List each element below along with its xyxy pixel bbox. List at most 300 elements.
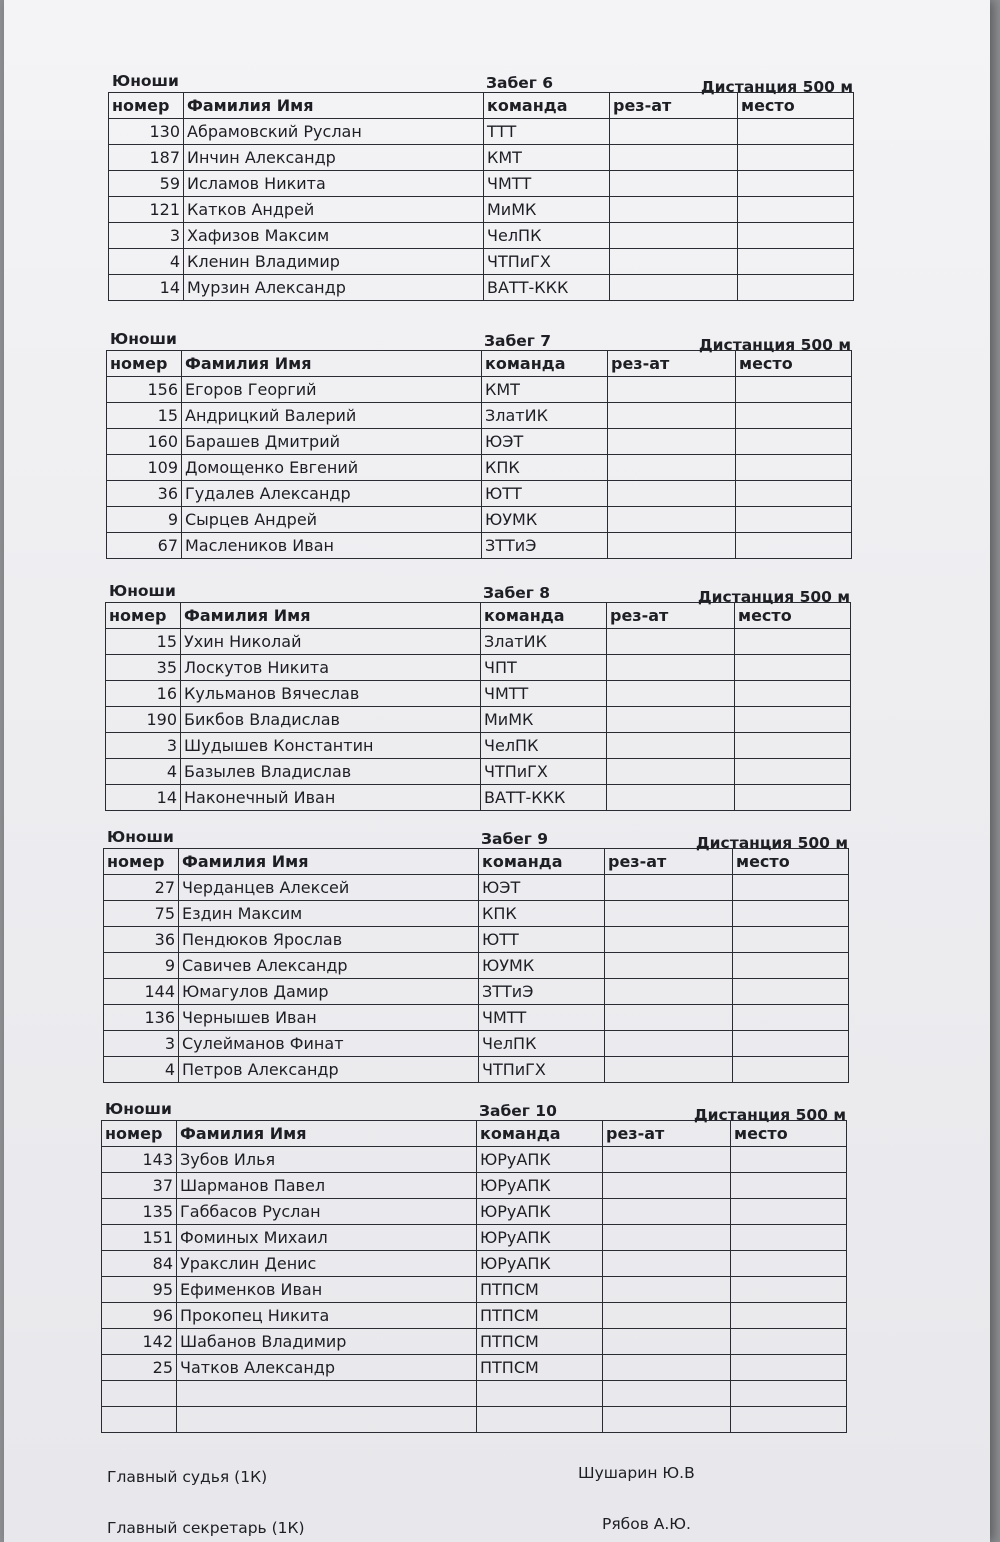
place-cell	[735, 785, 851, 811]
heat-title: Забег 8	[483, 584, 551, 602]
header-team: команда	[481, 603, 607, 629]
result-cell	[605, 875, 733, 901]
place-cell	[735, 707, 851, 733]
athlete-number: 3	[104, 1031, 179, 1057]
athlete-name: Юмагулов Дамир	[179, 979, 479, 1005]
athlete-number: 36	[104, 927, 179, 953]
athlete-team: ЮРуАПК	[477, 1147, 603, 1173]
table-row	[104, 953, 849, 979]
athlete-number: 9	[107, 507, 182, 533]
athlete-name: Шабанов Владимир	[177, 1329, 477, 1355]
header-name: Фамилия Имя	[184, 93, 484, 119]
table-row	[107, 455, 852, 481]
result-cell	[607, 629, 735, 655]
athlete-team: ПТПСМ	[477, 1277, 603, 1303]
heat-header	[108, 72, 853, 96]
athlete-number: 187	[109, 145, 184, 171]
result-cell	[610, 223, 738, 249]
table-row	[106, 655, 851, 681]
category-label: Юноши	[110, 330, 177, 348]
header-result: рез-ат	[607, 603, 735, 629]
place-cell	[736, 403, 852, 429]
place-cell	[733, 1031, 849, 1057]
place-cell	[731, 1303, 847, 1329]
header-number: номер	[109, 93, 184, 119]
category-label: Юноши	[105, 1100, 172, 1118]
athlete-team: ЧТПиГХ	[484, 249, 610, 275]
place-cell	[731, 1251, 847, 1277]
table-row	[109, 145, 854, 171]
chief-secretary-name: Рябов А.Ю.	[602, 1515, 691, 1533]
result-cell	[607, 681, 735, 707]
athlete-name: Зубов Илья	[177, 1147, 477, 1173]
athlete-number: 75	[104, 901, 179, 927]
athlete-name: Габбасов Руслан	[177, 1199, 477, 1225]
table-row	[104, 1005, 849, 1031]
table-row	[107, 533, 852, 559]
result-cell	[608, 481, 736, 507]
table-header-row	[102, 1121, 847, 1147]
athlete-number: 36	[107, 481, 182, 507]
athlete-team: ЗлатИК	[482, 403, 608, 429]
athlete-number: 9	[104, 953, 179, 979]
result-cell	[607, 785, 735, 811]
athlete-number: 25	[102, 1355, 177, 1381]
athlete-number: 4	[104, 1057, 179, 1083]
athlete-number: 130	[109, 119, 184, 145]
place-cell	[736, 533, 852, 559]
athlete-name: Домощенко Евгений	[182, 455, 482, 481]
athlete-team: ЧМТТ	[484, 171, 610, 197]
result-cell	[603, 1251, 731, 1277]
heat-block	[108, 72, 853, 301]
athlete-team: ПТПСМ	[477, 1355, 603, 1381]
athlete-team: ЮЭТ	[479, 875, 605, 901]
heat-block	[106, 330, 851, 559]
result-cell	[607, 655, 735, 681]
table-row	[102, 1329, 847, 1355]
result-cell	[610, 119, 738, 145]
place-cell	[731, 1199, 847, 1225]
athlete-name: Инчин Александр	[184, 145, 484, 171]
athlete-name: Пендюков Ярослав	[179, 927, 479, 953]
athlete-team: ЮРуАПК	[477, 1173, 603, 1199]
athlete-team: ЮУМК	[482, 507, 608, 533]
athlete-team: ЧТПиГХ	[479, 1057, 605, 1083]
header-number: номер	[102, 1121, 177, 1147]
result-cell	[603, 1173, 731, 1199]
table-row	[107, 507, 852, 533]
heat-title: Забег 9	[481, 830, 549, 848]
place-cell	[736, 455, 852, 481]
athlete-name: Ефименков Иван	[177, 1277, 477, 1303]
result-cell	[605, 979, 733, 1005]
athlete-name: Чернышев Иван	[179, 1005, 479, 1031]
athlete-number: 96	[102, 1303, 177, 1329]
place-cell	[735, 681, 851, 707]
header-team: команда	[479, 849, 605, 875]
athlete-team: ЧПТ	[481, 655, 607, 681]
place-cell	[738, 145, 854, 171]
athlete-team: ЮРуАПК	[477, 1199, 603, 1225]
chief-judge-name: Шушарин Ю.В	[578, 1464, 695, 1482]
athlete-number: 95	[102, 1277, 177, 1303]
header-result: рез-ат	[603, 1121, 731, 1147]
result-cell	[605, 901, 733, 927]
athlete-number: 142	[102, 1329, 177, 1355]
place-cell	[735, 629, 851, 655]
heat-block	[103, 828, 848, 1083]
heat-table	[105, 602, 851, 811]
athlete-name: Кленин Владимир	[184, 249, 484, 275]
table-header-row	[106, 603, 851, 629]
athlete-name: Савичев Александр	[179, 953, 479, 979]
place-cell	[733, 979, 849, 1005]
distance-label: Дистанция 500 м	[698, 336, 851, 354]
athlete-name: Черданцев Алексей	[179, 875, 479, 901]
place-cell	[733, 927, 849, 953]
table-row	[102, 1407, 847, 1433]
athlete-team: КМТ	[482, 377, 608, 403]
athlete-name: Лоскутов Никита	[181, 655, 481, 681]
athlete-team: ВАТТ-ККК	[481, 785, 607, 811]
athlete-number: 160	[107, 429, 182, 455]
athlete-number: 15	[107, 403, 182, 429]
table-row	[102, 1251, 847, 1277]
athlete-number: 67	[107, 533, 182, 559]
header-name: Фамилия Имя	[177, 1121, 477, 1147]
heat-table	[108, 92, 854, 301]
table-row	[106, 733, 851, 759]
athlete-number: 3	[109, 223, 184, 249]
athlete-number	[102, 1381, 177, 1407]
athlete-name: Кульманов Вячеслав	[181, 681, 481, 707]
result-cell	[610, 145, 738, 171]
heat-header	[106, 330, 851, 354]
table-row	[109, 223, 854, 249]
category-label: Юноши	[107, 828, 174, 846]
athlete-team: ЮУМК	[479, 953, 605, 979]
table-row	[107, 481, 852, 507]
table-row	[102, 1199, 847, 1225]
table-row	[102, 1225, 847, 1251]
athlete-name: Петров Александр	[179, 1057, 479, 1083]
place-cell	[733, 1005, 849, 1031]
result-cell	[608, 429, 736, 455]
place-cell	[733, 953, 849, 979]
table-row	[106, 759, 851, 785]
chief-judge-label: Главный судья (1К)	[107, 1468, 268, 1486]
athlete-number	[102, 1407, 177, 1433]
heat-header	[101, 1100, 846, 1124]
athlete-team: ЗТТиЭ	[479, 979, 605, 1005]
result-cell	[608, 377, 736, 403]
table-row	[107, 429, 852, 455]
heat-header	[103, 828, 848, 852]
athlete-team: ЮЭТ	[482, 429, 608, 455]
place-cell	[731, 1329, 847, 1355]
table-row	[106, 629, 851, 655]
athlete-team: МиМК	[484, 197, 610, 223]
athlete-name	[177, 1381, 477, 1407]
table-row	[102, 1381, 847, 1407]
table-row	[104, 1031, 849, 1057]
athlete-name: Катков Андрей	[184, 197, 484, 223]
table-row	[104, 901, 849, 927]
result-cell	[607, 733, 735, 759]
distance-label: Дистанция 500 м	[697, 588, 850, 606]
athlete-number: 4	[106, 759, 181, 785]
athlete-name: Андрицкий Валерий	[182, 403, 482, 429]
athlete-team: ПТПСМ	[477, 1303, 603, 1329]
header-team: команда	[482, 351, 608, 377]
athlete-number: 136	[104, 1005, 179, 1031]
table-row	[109, 197, 854, 223]
result-cell	[608, 455, 736, 481]
table-row	[106, 681, 851, 707]
heat-table	[106, 350, 852, 559]
athlete-team: КПК	[479, 901, 605, 927]
chief-secretary-label: Главный секретарь (1К)	[107, 1519, 305, 1537]
header-result: рез-ат	[605, 849, 733, 875]
athlete-name: Базылев Владислав	[181, 759, 481, 785]
athlete-number: 156	[107, 377, 182, 403]
header-place: место	[735, 603, 851, 629]
result-cell	[603, 1381, 731, 1407]
heat-table	[103, 848, 849, 1083]
athlete-name: Исламов Никита	[184, 171, 484, 197]
athlete-name: Шудышев Константин	[181, 733, 481, 759]
athlete-number: 84	[102, 1251, 177, 1277]
header-number: номер	[104, 849, 179, 875]
distance-label: Дистанция 500 м	[700, 78, 853, 96]
table-row	[102, 1147, 847, 1173]
header-place: место	[736, 351, 852, 377]
result-cell	[605, 927, 733, 953]
table-row	[102, 1303, 847, 1329]
header-name: Фамилия Имя	[179, 849, 479, 875]
table-row	[107, 377, 852, 403]
athlete-team: ПТПСМ	[477, 1329, 603, 1355]
result-cell	[610, 275, 738, 301]
result-cell	[603, 1199, 731, 1225]
table-row	[109, 171, 854, 197]
athlete-name: Сулейманов Финат	[179, 1031, 479, 1057]
place-cell	[731, 1381, 847, 1407]
table-header-row	[104, 849, 849, 875]
category-label: Юноши	[109, 582, 176, 600]
athlete-name: Прокопец Никита	[177, 1303, 477, 1329]
header-place: место	[731, 1121, 847, 1147]
athlete-team: КМТ	[484, 145, 610, 171]
result-cell	[603, 1407, 731, 1433]
place-cell	[736, 507, 852, 533]
result-cell	[605, 1057, 733, 1083]
athlete-team	[477, 1381, 603, 1407]
result-cell	[605, 1031, 733, 1057]
heat-table	[101, 1120, 847, 1433]
result-cell	[603, 1355, 731, 1381]
category-label: Юноши	[112, 72, 179, 90]
athlete-name: Мурзин Александр	[184, 275, 484, 301]
result-cell	[603, 1147, 731, 1173]
place-cell	[736, 429, 852, 455]
place-cell	[731, 1147, 847, 1173]
athlete-name: Барашев Дмитрий	[182, 429, 482, 455]
header-number: номер	[107, 351, 182, 377]
athlete-team: ЧелПК	[479, 1031, 605, 1057]
athlete-team: ЧТПиГХ	[481, 759, 607, 785]
result-cell	[603, 1225, 731, 1251]
athlete-team: МиМК	[481, 707, 607, 733]
result-cell	[608, 533, 736, 559]
athlete-number: 135	[102, 1199, 177, 1225]
distance-label: Дистанция 500 м	[693, 1106, 846, 1124]
athlete-number: 14	[109, 275, 184, 301]
athlete-name: Наконечный Иван	[181, 785, 481, 811]
heat-title: Забег 7	[484, 332, 552, 350]
place-cell	[731, 1355, 847, 1381]
result-cell	[610, 197, 738, 223]
place-cell	[738, 249, 854, 275]
place-cell	[735, 733, 851, 759]
athlete-team: ВАТТ-ККК	[484, 275, 610, 301]
header-team: команда	[477, 1121, 603, 1147]
athlete-team: ЮРуАПК	[477, 1251, 603, 1277]
athlete-number: 190	[106, 707, 181, 733]
result-cell	[607, 759, 735, 785]
result-cell	[608, 403, 736, 429]
athlete-number: 4	[109, 249, 184, 275]
place-cell	[731, 1277, 847, 1303]
place-cell	[731, 1173, 847, 1199]
place-cell	[731, 1407, 847, 1433]
result-cell	[603, 1277, 731, 1303]
header-result: рез-ат	[610, 93, 738, 119]
athlete-name: Уракслин Денис	[177, 1251, 477, 1277]
athlete-number: 121	[109, 197, 184, 223]
place-cell	[735, 655, 851, 681]
table-row	[106, 707, 851, 733]
result-cell	[603, 1303, 731, 1329]
heat-title: Забег 10	[479, 1102, 557, 1120]
result-cell	[610, 249, 738, 275]
athlete-number: 144	[104, 979, 179, 1005]
athlete-team: ЧМТТ	[479, 1005, 605, 1031]
result-cell	[605, 953, 733, 979]
athlete-name: Чатков Александр	[177, 1355, 477, 1381]
header-team: команда	[484, 93, 610, 119]
athlete-team: ТТТ	[484, 119, 610, 145]
table-row	[109, 119, 854, 145]
athlete-team: ЗлатИК	[481, 629, 607, 655]
result-cell	[607, 707, 735, 733]
header-place: место	[733, 849, 849, 875]
athlete-name: Маслеников Иван	[182, 533, 482, 559]
athlete-team: ЧелПК	[481, 733, 607, 759]
athlete-number: 143	[102, 1147, 177, 1173]
header-place: место	[738, 93, 854, 119]
table-row	[102, 1173, 847, 1199]
table-row	[102, 1355, 847, 1381]
athlete-name: Гудалев Александр	[182, 481, 482, 507]
athlete-name: Сырцев Андрей	[182, 507, 482, 533]
table-row	[104, 875, 849, 901]
table-row	[109, 275, 854, 301]
result-cell	[608, 507, 736, 533]
athlete-name: Шарманов Павел	[177, 1173, 477, 1199]
place-cell	[738, 223, 854, 249]
header-name: Фамилия Имя	[181, 603, 481, 629]
athlete-number: 3	[106, 733, 181, 759]
athlete-name: Егоров Георгий	[182, 377, 482, 403]
result-cell	[605, 1005, 733, 1031]
athlete-number: 37	[102, 1173, 177, 1199]
heat-block	[101, 1100, 846, 1433]
athlete-number: 35	[106, 655, 181, 681]
table-row	[104, 927, 849, 953]
athlete-team: ЮТТ	[479, 927, 605, 953]
place-cell	[733, 1057, 849, 1083]
table-row	[104, 979, 849, 1005]
place-cell	[735, 759, 851, 785]
athlete-team: КПК	[482, 455, 608, 481]
table-row	[102, 1277, 847, 1303]
table-header-row	[109, 93, 854, 119]
athlete-team: ЧелПК	[484, 223, 610, 249]
place-cell	[731, 1225, 847, 1251]
place-cell	[736, 377, 852, 403]
place-cell	[733, 875, 849, 901]
protocol-sheet	[4, 0, 990, 1542]
athlete-name: Бикбов Владислав	[181, 707, 481, 733]
athlete-name: Ухин Николай	[181, 629, 481, 655]
result-cell	[610, 171, 738, 197]
header-result: рез-ат	[608, 351, 736, 377]
table-row	[107, 403, 852, 429]
header-number: номер	[106, 603, 181, 629]
athlete-team: ЗТТиЭ	[482, 533, 608, 559]
athlete-team: ЮТТ	[482, 481, 608, 507]
athlete-team: ЧМТТ	[481, 681, 607, 707]
place-cell	[738, 275, 854, 301]
heat-header	[105, 582, 850, 606]
athlete-number: 109	[107, 455, 182, 481]
header-name: Фамилия Имя	[182, 351, 482, 377]
heat-title: Забег 6	[486, 74, 554, 92]
result-cell	[603, 1329, 731, 1355]
athlete-number: 14	[106, 785, 181, 811]
athlete-number: 15	[106, 629, 181, 655]
table-row	[109, 249, 854, 275]
athlete-number: 16	[106, 681, 181, 707]
athlete-number: 27	[104, 875, 179, 901]
place-cell	[738, 197, 854, 223]
athlete-name: Абрамовский Руслан	[184, 119, 484, 145]
athlete-number: 59	[109, 171, 184, 197]
place-cell	[738, 119, 854, 145]
table-header-row	[107, 351, 852, 377]
athlete-name: Ездин Максим	[179, 901, 479, 927]
heat-block	[105, 582, 850, 811]
table-row	[104, 1057, 849, 1083]
place-cell	[733, 901, 849, 927]
athlete-name: Хафизов Максим	[184, 223, 484, 249]
athlete-number: 151	[102, 1225, 177, 1251]
place-cell	[738, 171, 854, 197]
athlete-team: ЮРуАПК	[477, 1225, 603, 1251]
table-row	[106, 785, 851, 811]
